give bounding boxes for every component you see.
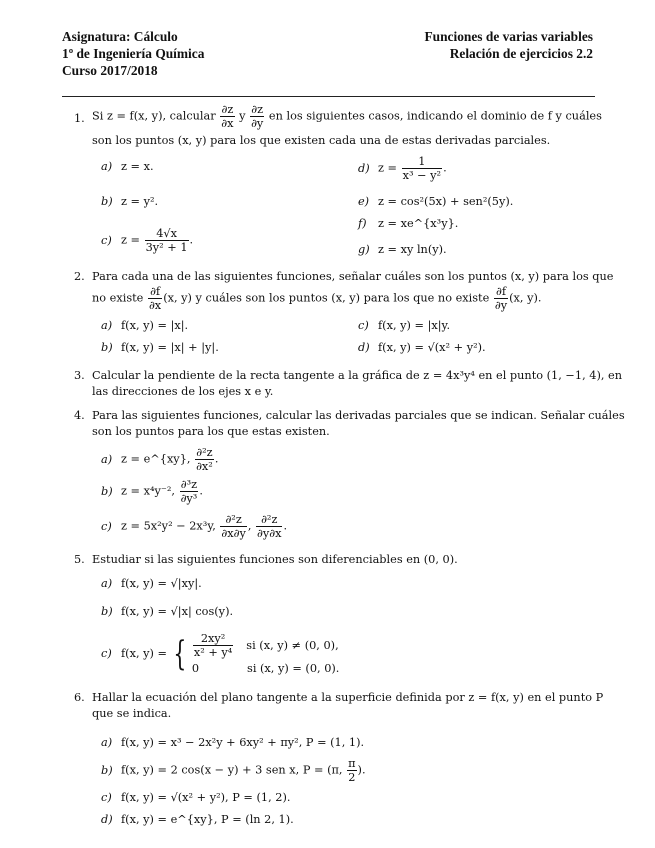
header-divider	[62, 96, 595, 97]
exercise-1-item-a: a) z = x.	[101, 160, 154, 173]
subject-line: Asignatura: Cálculo	[62, 29, 178, 44]
sheet-title: Relación de ejercicios 2.2	[449, 46, 593, 61]
exercise-1-statement-line1: Si z = f(x, y), calcular $\frac{\partial z}{\partial x}$ y $\frac{\partial z}{\partial y}$ en los siguientes casos, indicando el dominio de f y cuáles	[92, 103, 602, 130]
exercise-3-number: 3.	[74, 369, 85, 382]
exercise-4-item-a: a) z = e^{xy}, $\frac{\text{∂²z}}{\text{∂x²}}$ .	[101, 446, 219, 473]
exercise-4-item-b: b) z = x⁴y⁻², $\frac{\text{∂³z}}{\text{∂y³}}$ .	[101, 478, 203, 505]
exercise-2-item-a: a) f(x, y) = |x|.	[101, 319, 189, 332]
exercise-1-item-b: b) z = y².	[101, 195, 159, 208]
exercise-5-item-c: c) f(x, y) = { $\frac{\text{2xy²}}{\text{x² + y⁴}}$ si (x, y) ≠ (0, 0), 0 si (x, y) = (0, 0).	[101, 632, 340, 675]
exercise-1-text-a: Si z = f(x, y), calcular	[92, 109, 216, 123]
course-info	[62, 28, 204, 79]
exercise-6-number: 6.	[74, 691, 85, 704]
exercise-1-item-d: d) z = $\frac{1}{\text{x³ − y²}}$ .	[358, 155, 447, 182]
exercise-6-item-d: d) f(x, y) = e^{xy}, P = (ln 2, 1).	[101, 813, 294, 826]
year-line: Curso 2017/2018	[62, 63, 158, 78]
exercise-2-text-a: Para cada una de las siguientes funciones, señalar cuáles son los puntos (x, y) para los que	[92, 270, 614, 283]
topic-line: Funciones de varias variables	[424, 29, 593, 44]
degree-line: 1º de Ingeniería Química	[62, 46, 205, 61]
exercise-2-item-b: b) f(x, y) = |x| + |y|.	[101, 341, 219, 354]
exercise-2-statement-line2: no existe $\frac{\partial f}{\partial x}$ (x, y) y cuáles son los puntos (x, y) para los que no existe $\frac{\partial f}{\partial y}$ (x, y).	[92, 285, 542, 312]
exercise-6-item-c: c) f(x, y) = √(x² + y²), P = (1, 2).	[101, 791, 291, 804]
exercise-6-item-a: a) f(x, y) = x³ − 2x²y + 6xy² + πy², P = (1, 1).	[101, 736, 365, 749]
exercise-1-text-b: en los siguientes casos, indicando el dominio de f y cuáles	[268, 109, 602, 123]
exercise-4-text-b: son los puntos para los que estas existen.	[92, 425, 330, 438]
df-dy-fraction: $\frac{\partial f}{\partial y}$	[494, 285, 508, 312]
exercise-1-text-c: son los puntos (x, y) para los que existen cada una de estas derivadas parciales.	[92, 134, 551, 147]
exercise-5-text-a: Estudiar si las siguientes funciones son diferenciables en (0, 0).	[92, 553, 458, 566]
exercise-1-item-c: c) z = $\frac{4√x}{\text{3y² + 1}}$ .	[101, 227, 194, 254]
exercise-1-item-f: f) z = xe^{x³y}.	[358, 217, 459, 230]
exercise-3-text-a: Calcular la pendiente de la recta tangente a la gráfica de z = 4x³y⁴ en el punto (1, −1, 4), en	[92, 369, 622, 382]
dz-dx-fraction: $\frac{\partial z}{\partial x}$	[221, 103, 234, 130]
exercise-5-item-b: b) f(x, y) = √|x| cos(y).	[101, 605, 234, 618]
df-dx-fraction: $\frac{\partial f}{\partial x}$	[148, 285, 162, 312]
exercise-1-item-g: g) z = xy ln(y).	[358, 243, 447, 256]
exercise-3-text-b: las direcciones de los ejes x e y.	[92, 385, 274, 398]
exercise-4-item-c: c) z = 5x²y² − 2x³y, $\frac{\text{∂²z}}{\partial x\partial y}$ , $\frac{\text{∂²z}}{\partial y\partial x}$ .	[101, 513, 288, 540]
exercise-2-item-c: c) f(x, y) = |x|y.	[358, 319, 451, 332]
dz-dy-fraction: $\frac{\partial z}{\partial y}$	[251, 103, 264, 130]
sheet-info	[424, 28, 593, 62]
exercise-4-text-a: Para las siguientes funciones, calcular las derivadas parciales que se indican. Señalar cuáles	[92, 409, 625, 422]
exercise-6-text-b: que se indica.	[92, 707, 172, 720]
exercise-6-text-a: Hallar la ecuación del plano tangente a la superficie definida por z = f(x, y) en el punto P	[92, 691, 604, 704]
exercise-2-item-d: d) f(x, y) = √(x² + y²).	[358, 341, 486, 354]
exercise-1-number: 1.	[74, 112, 85, 125]
exercise-5-item-a: a) f(x, y) = √|xy|.	[101, 577, 202, 590]
exercise-4-number: 4.	[74, 409, 85, 422]
exercise-6-item-b: b) f(x, y) = 2 cos(x − y) + 3 sen x, P = (π, $\frac{\pi}{2}$ ).	[101, 757, 366, 784]
exercise-2-number: 2.	[74, 270, 85, 283]
exercise-1-item-e: e) z = cos²(5x) + sen²(5y).	[358, 195, 514, 208]
exercise-5-number: 5.	[74, 553, 85, 566]
